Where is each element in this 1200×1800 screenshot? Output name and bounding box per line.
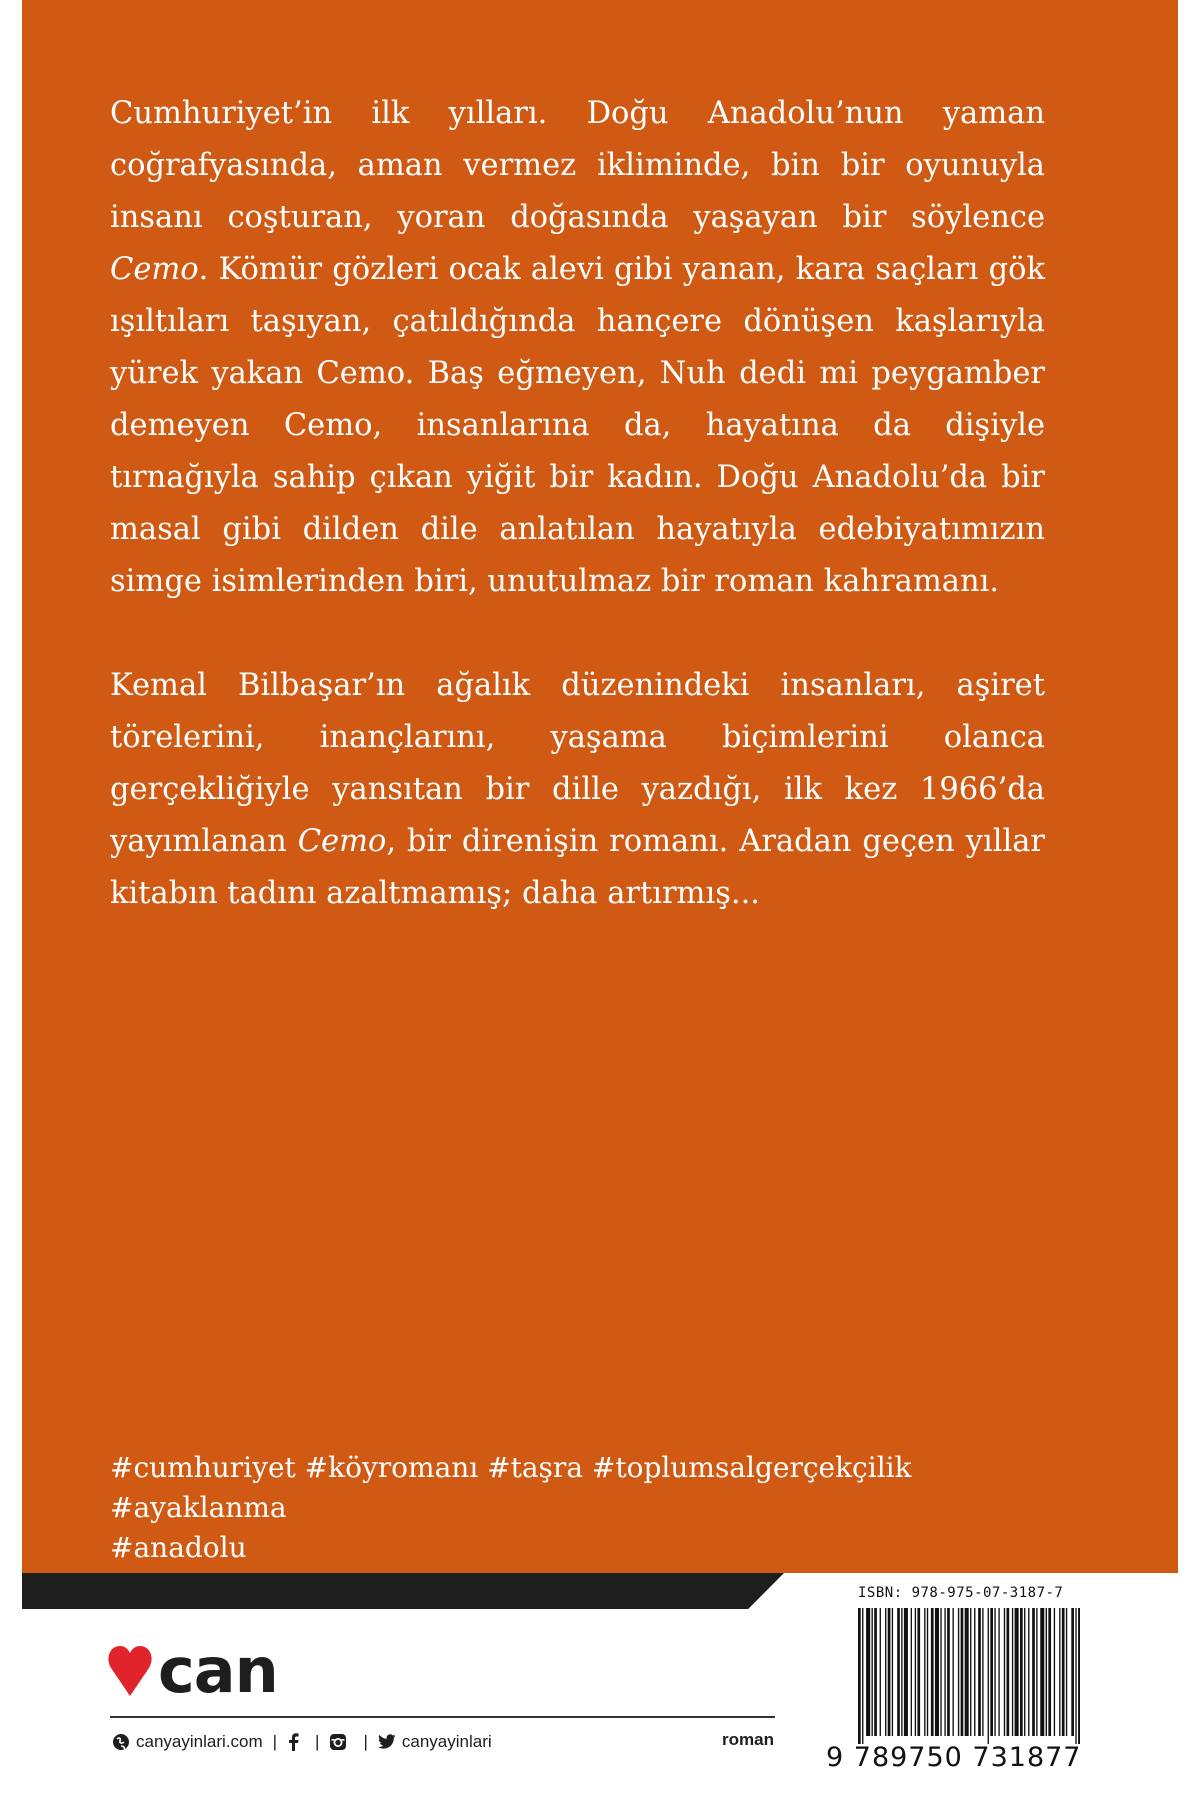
barcode-bar <box>911 1608 912 1736</box>
barcode-bar <box>888 1608 891 1736</box>
barcode-bar <box>940 1608 941 1736</box>
hashtags-line-2: #anadolu <box>110 1531 247 1564</box>
barcode-bar <box>970 1608 971 1736</box>
barcode-bar <box>961 1608 964 1736</box>
barcode-bars <box>858 1608 1080 1744</box>
barcode-bar <box>897 1608 900 1736</box>
footer-divider <box>110 1716 775 1718</box>
barcode-bar <box>1012 1608 1013 1736</box>
barcode-bar <box>874 1608 877 1736</box>
barcode-bar <box>1075 1608 1076 1744</box>
barcode-bar <box>1059 1608 1060 1736</box>
separator: | <box>363 1732 368 1751</box>
barcode-bar <box>1007 1608 1010 1736</box>
barcode-bar <box>931 1608 934 1736</box>
book-title-italic: Cemo <box>110 252 199 287</box>
hashtags <box>110 1448 1070 1568</box>
barcode-bar <box>1066 1608 1067 1736</box>
book-title-italic: Cemo <box>297 824 387 859</box>
barcode-bar <box>866 1608 870 1736</box>
separator: | <box>272 1732 278 1751</box>
isbn-label: ISBN: 978-975-07-3187-7 <box>858 1585 1064 1601</box>
barcode-digits: 9 789750 731877 <box>826 1742 1082 1773</box>
barcode-bar <box>965 1608 969 1736</box>
barcode-bar <box>1078 1608 1080 1744</box>
barcode-bar <box>1004 1608 1005 1736</box>
barcode-bar <box>872 1608 873 1736</box>
barcode-bar <box>924 1608 925 1736</box>
barcode-bar <box>858 1608 861 1744</box>
barcode-bar <box>935 1608 939 1736</box>
barcode-bar <box>1048 1608 1051 1736</box>
logo-wordmark: can <box>158 1634 278 1700</box>
blurb-paragraph-1: Cumhuriyet’in ilk yılları. Doğu Anadolu’nun yaman coğrafyasında, aman vermez ikliminde, bin bir oyunuyla insanı coşturan, yoran doğasında yaşayan bir söylence Cemo. Kömür gözleri ocak alevi gibi yanan, kara saçları gök ışıltıları taşıyan, çatıldığında hançere dönüşen kaşlarıyla yürek yakan Cemo. Baş eğmeyen, Nuh dedi mi peygamber demeyen Cemo, insanlarına da, hayatına da dişiyle tırnağıyla sahip çıkan yiğit bir kadın. Doğu Anadolu’da bir masal gibi dilden dile anlatılan hayatıyla edebiyatımızın simge isimlerinden biri, unutulmaz bir roman kahramanı. <box>110 96 1045 599</box>
barcode-bar <box>998 1608 999 1736</box>
globe-icon <box>112 1733 130 1751</box>
barcode-bar <box>947 1608 950 1736</box>
separator: | <box>315 1732 320 1751</box>
barcode-bar <box>988 1608 989 1744</box>
footer-links <box>112 1728 492 1756</box>
barcode-bar <box>1046 1608 1047 1736</box>
barcode-bar <box>1054 1608 1055 1736</box>
website-link[interactable]: canyayinlari.com <box>136 1732 263 1751</box>
can-publisher-logo <box>108 1634 308 1700</box>
barcode-bar <box>885 1608 886 1736</box>
facebook-icon[interactable] <box>287 1733 299 1751</box>
barcode-bar <box>880 1608 881 1736</box>
barcode-bar <box>978 1608 981 1736</box>
barcode-bar <box>982 1608 983 1736</box>
instagram-icon[interactable] <box>329 1733 347 1751</box>
barcode-bar <box>1024 1608 1025 1736</box>
barcode-bar <box>1028 1608 1029 1736</box>
barcode-bar <box>1036 1608 1037 1736</box>
barcode-bar <box>927 1608 928 1736</box>
barcode-bar <box>958 1608 959 1736</box>
blurb-paragraph-2: Kemal Bilbaşar’ın ağalık düzenindeki insanları, aşiret törelerini, inançlarını, yaşama biçimlerini olanca gerçekliğiyle yansıtan bir dille yazdığı, ilk kez 1966’da yayımlanan Cemo, bir direnişin romanı. Aradan geçen yıllar kitabın tadını azaltmamış; daha artırmış... <box>110 668 1045 911</box>
barcode-bar <box>862 1608 863 1744</box>
heart-icon <box>108 1646 151 1696</box>
barcode-bar <box>1040 1608 1044 1736</box>
barcode-bar <box>1015 1608 1019 1736</box>
barcode-bar <box>944 1608 945 1736</box>
barcode-bar <box>953 1608 954 1736</box>
social-handle[interactable]: canyayinlari <box>401 1732 492 1751</box>
barcode-bar <box>1020 1608 1023 1736</box>
blurb-text <box>110 88 1045 972</box>
barcode-bar <box>1071 1608 1074 1736</box>
hashtags-line-1: #cumhuriyet #köyromanı #taşra #toplumsalgerçekçilik #ayaklanma <box>110 1451 912 1524</box>
barcode-bar <box>994 1608 995 1736</box>
twitter-icon[interactable] <box>378 1734 396 1750</box>
barcode-bar <box>974 1608 975 1736</box>
dark-band <box>22 1573 784 1609</box>
barcode-bar <box>1032 1608 1035 1736</box>
barcode-bar <box>901 1608 902 1736</box>
genre-label: roman <box>722 1730 774 1749</box>
barcode-bar <box>917 1608 920 1736</box>
barcode-bar <box>990 1608 993 1736</box>
barcode-bar <box>892 1608 893 1736</box>
barcode-bar <box>904 1608 908 1736</box>
barcode-bar <box>915 1608 916 1736</box>
barcode-bar <box>1062 1608 1065 1736</box>
